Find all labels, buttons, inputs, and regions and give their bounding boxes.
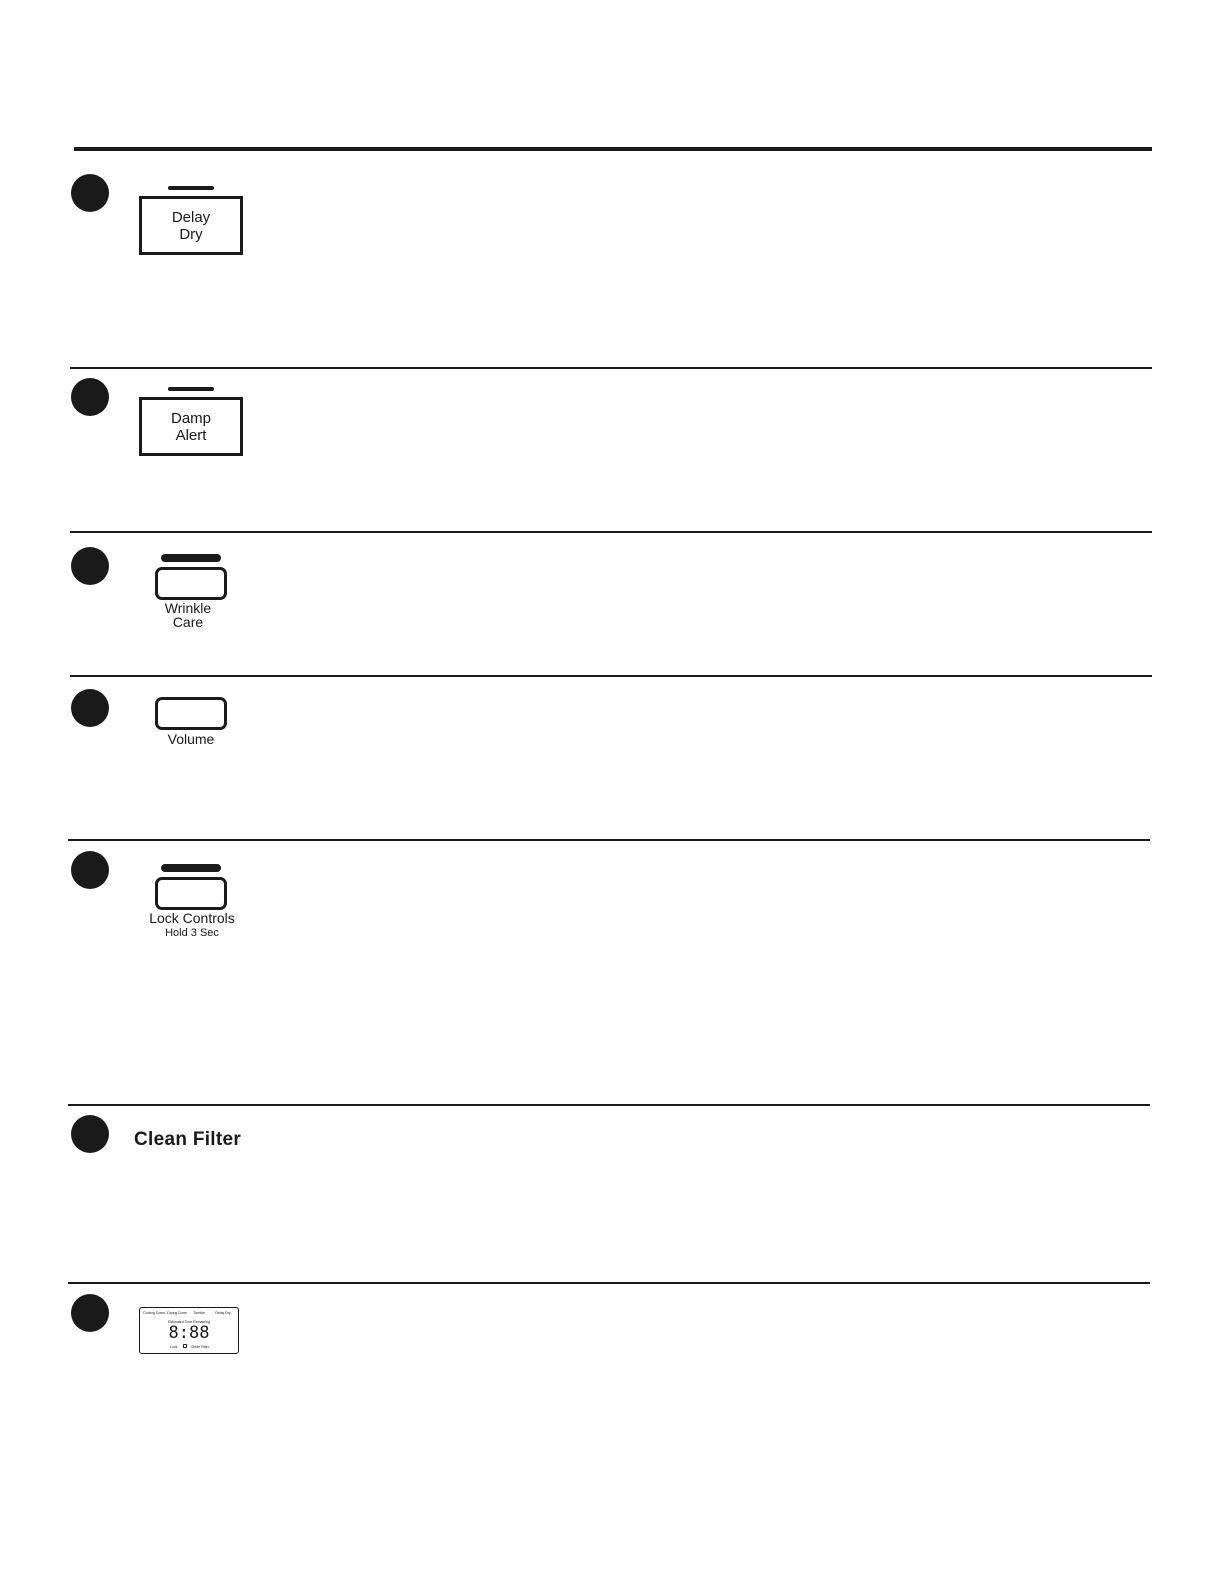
item-bullet-4 — [71, 689, 109, 727]
section-top-rule — [74, 147, 1152, 151]
delay-dry-button-face — [139, 196, 243, 255]
display-lock-label: Lock — [170, 1345, 178, 1349]
lock-controls-button[interactable] — [153, 864, 229, 912]
divider-3 — [70, 675, 1152, 677]
display-status-delay-dry: Delay Dry — [215, 1311, 231, 1315]
display-status-cooling-down: Cooling Down — [143, 1311, 165, 1315]
item-bullet-1 — [71, 174, 109, 212]
damp-alert-label-line1: Damp — [170, 409, 211, 427]
wrinkle-care-indicator-light — [161, 554, 221, 562]
wrinkle-care-label-line2: Care — [172, 614, 204, 630]
lock-controls-label-line2: Hold 3 Sec — [165, 927, 219, 939]
display-time-digits: 8:88 — [168, 1323, 210, 1343]
wrinkle-care-button-face — [155, 567, 227, 600]
divider-1 — [70, 367, 1152, 369]
lock-controls-indicator-light — [161, 864, 221, 872]
wrinkle-care-label — [140, 601, 236, 629]
damp-alert-button-face — [139, 397, 243, 456]
divider-6 — [68, 1282, 1150, 1284]
status-display — [139, 1307, 239, 1354]
wrinkle-care-button[interactable] — [153, 554, 229, 602]
display-status-drying-done: Drying Done — [167, 1311, 187, 1315]
lock-controls-label-line1: Lock Controls — [149, 910, 235, 926]
volume-button[interactable] — [153, 697, 229, 731]
lock-controls-label — [130, 911, 254, 940]
damp-alert-indicator-light — [168, 387, 214, 391]
item-bullet-2 — [71, 378, 109, 416]
divider-5 — [68, 1104, 1150, 1106]
volume-button-face — [155, 697, 227, 730]
item-bullet-7 — [71, 1294, 109, 1332]
volume-label: Volume — [167, 731, 215, 747]
clean-filter-indicator-text: Clean Filter — [134, 1129, 242, 1150]
divider-2 — [70, 531, 1152, 533]
item-bullet-5 — [71, 851, 109, 889]
display-time-label: Estimated Time Remaining — [168, 1320, 210, 1324]
lock-controls-button-face — [155, 877, 227, 910]
delay-dry-indicator-light — [168, 186, 214, 190]
wrinkle-care-label-line1: Wrinkle — [164, 600, 212, 616]
item-bullet-6 — [71, 1115, 109, 1153]
item-bullet-3 — [71, 547, 109, 585]
delay-dry-label-line1: Delay — [171, 208, 211, 226]
divider-4 — [68, 839, 1150, 841]
display-status-tumble: Tumble — [193, 1311, 205, 1315]
damp-alert-label-line2: Alert — [175, 426, 207, 444]
lock-icon — [183, 1344, 187, 1348]
delay-dry-label-line2: Dry — [179, 225, 203, 243]
display-clean-filter-label: Clean Filter — [191, 1345, 209, 1349]
